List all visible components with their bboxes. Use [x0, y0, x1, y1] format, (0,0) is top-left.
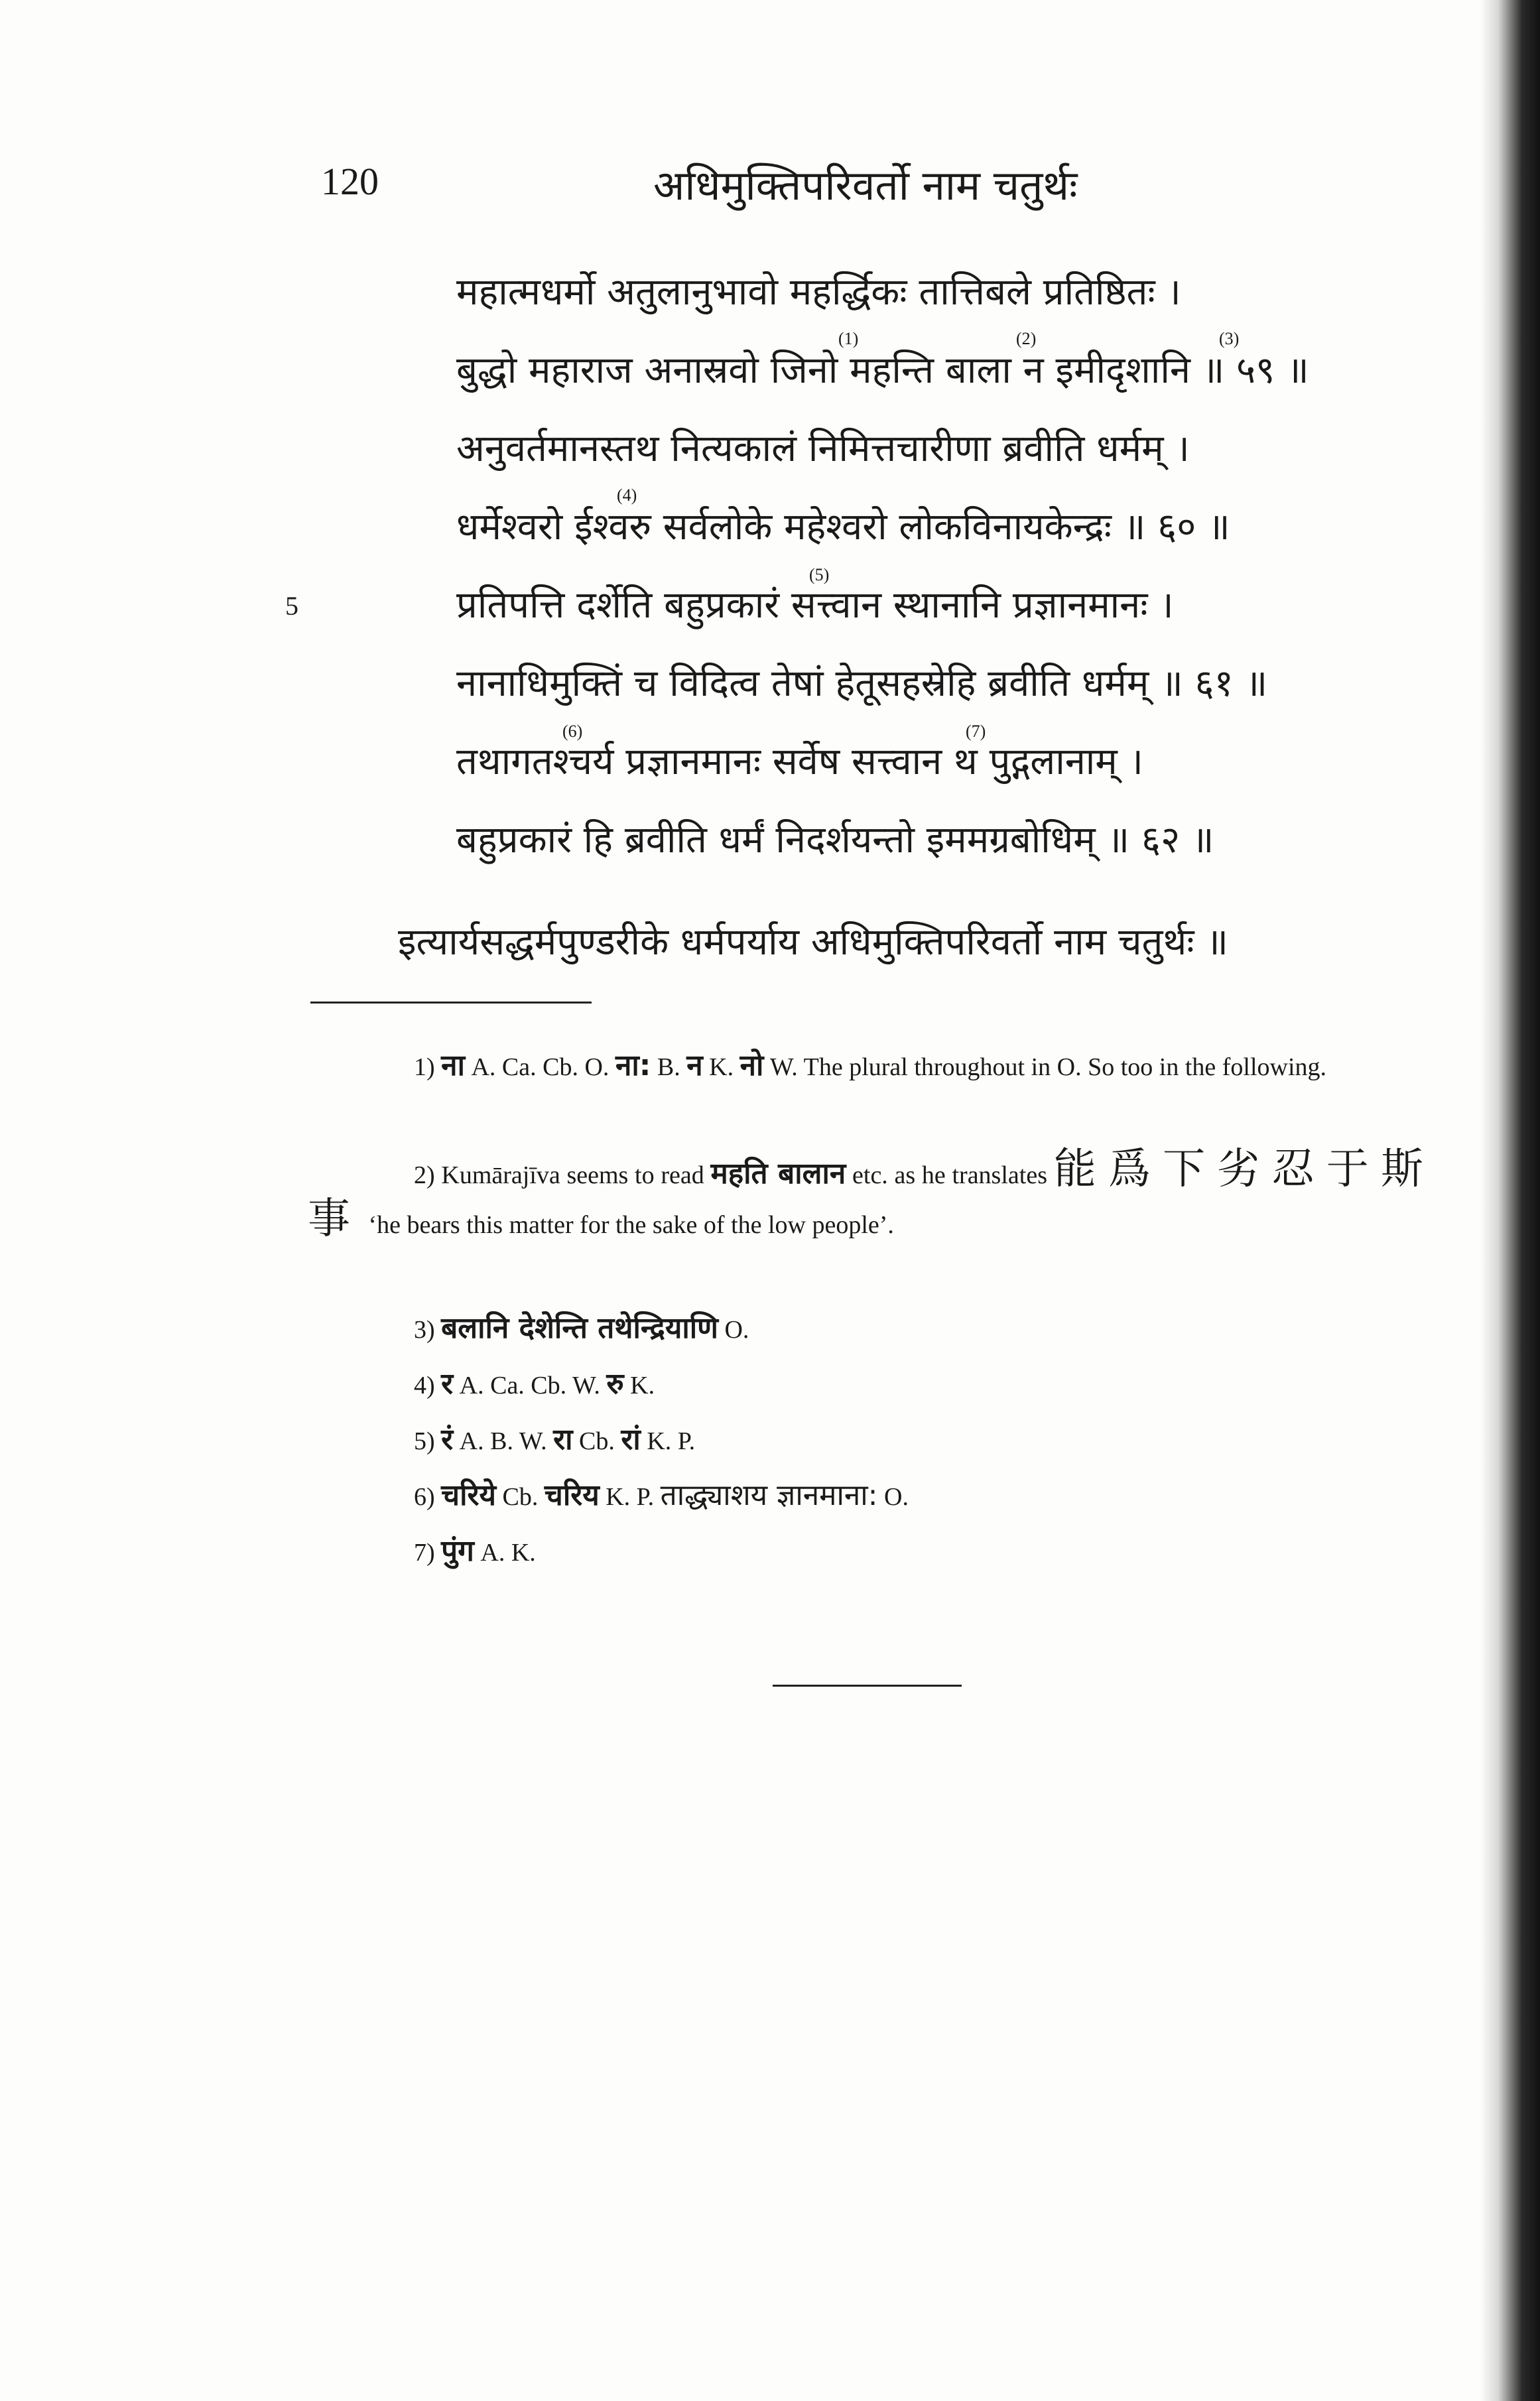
verse-line: प्रतिपत्ति दर्शेति बहुप्रकारं सत्त्वान स्थानानि प्रज्ञानमानः । [456, 584, 1174, 627]
footnote-2: 2) Kumārajīva seems to read महति बालान etc. as he translates 能爲下劣忍于斯事 ‘he bears this matter for the sake of the low people’. [308, 1145, 1436, 1244]
footnote-marker: (2) [1016, 329, 1037, 348]
footnote-marker: (7) [966, 722, 986, 741]
footnote-4: 4) र A. Ca. Cb. W. रु K. [414, 1367, 655, 1401]
footnote-marker: (6) [562, 722, 583, 741]
verse-line: बुद्धो महाराज अनास्रवो जिनो महन्ति बाला न इमीदृशानि ॥ ५९ ॥ [456, 349, 1309, 392]
running-title: अधिमुक्तिपरिवर्तो नाम चतुर्थः [653, 161, 1078, 210]
verse-line: तथागतश्चर्य प्रज्ञानमानः सर्वेष सत्त्वान थ पुद्गलानाम् । [456, 740, 1143, 783]
footnote-3: 3) बलानि देशेन्ति तथेन्द्रियाणि O. [414, 1311, 749, 1345]
footnote-rule [310, 1002, 592, 1004]
verse-line: धर्मेश्वरो ईश्वरु सर्वलोके महेश्वरो लोकविनायकेन्द्रः ॥ ६० ॥ [456, 505, 1230, 549]
colophon: इत्यार्यसद्धर्मपुण्डरीके धर्मपर्याय अधिमुक्तिपरिवर्तो नाम चतुर्थः ॥ [398, 921, 1228, 964]
verse-line: बहुप्रकारं हि ब्रवीति धर्मं निदर्शयन्तो इममग्रबोधिम् ॥ ६२ ॥ [456, 818, 1214, 862]
margin-line-number: 5 [285, 591, 298, 621]
verse-line: अनुवर्तमानस्तथ नित्यकालं निमित्तचारीणा ब्रवीति धर्मम् । [456, 427, 1190, 470]
footnote-6: 6) चरिये Cb. चरिय K. P. ताद्ध्याशय ज्ञानमाना: O. [414, 1478, 909, 1512]
verse-line: महात्मधर्मो अतुलानुभावो महर्द्धिकः तात्तिबले प्रतिष्ठितः । [456, 271, 1181, 314]
page-number: 120 [321, 160, 379, 203]
footnote-marker: (3) [1219, 329, 1240, 348]
footnote-1: 1) ना A. Ca. Cb. O. ना: B. न K. नो W. The plural throughout in O. So too in the following. [414, 1049, 1327, 1082]
scan-binding-edge [1480, 0, 1540, 2401]
footnote-7: 7) पुंग A. K. [414, 1534, 536, 1568]
footnote-5: 5) रं A. B. W. रा Cb. रां K. P. [414, 1423, 696, 1457]
footnote-marker: (5) [809, 565, 830, 584]
footnote-marker: (4) [617, 486, 637, 505]
footnote-marker: (1) [838, 329, 859, 348]
end-rule [773, 1685, 962, 1687]
verse-line: नानाधिमुक्तिं च विदित्व तेषां हेतूसहस्रेहि ब्रवीति धर्मम् ॥ ६१ ॥ [456, 662, 1268, 705]
